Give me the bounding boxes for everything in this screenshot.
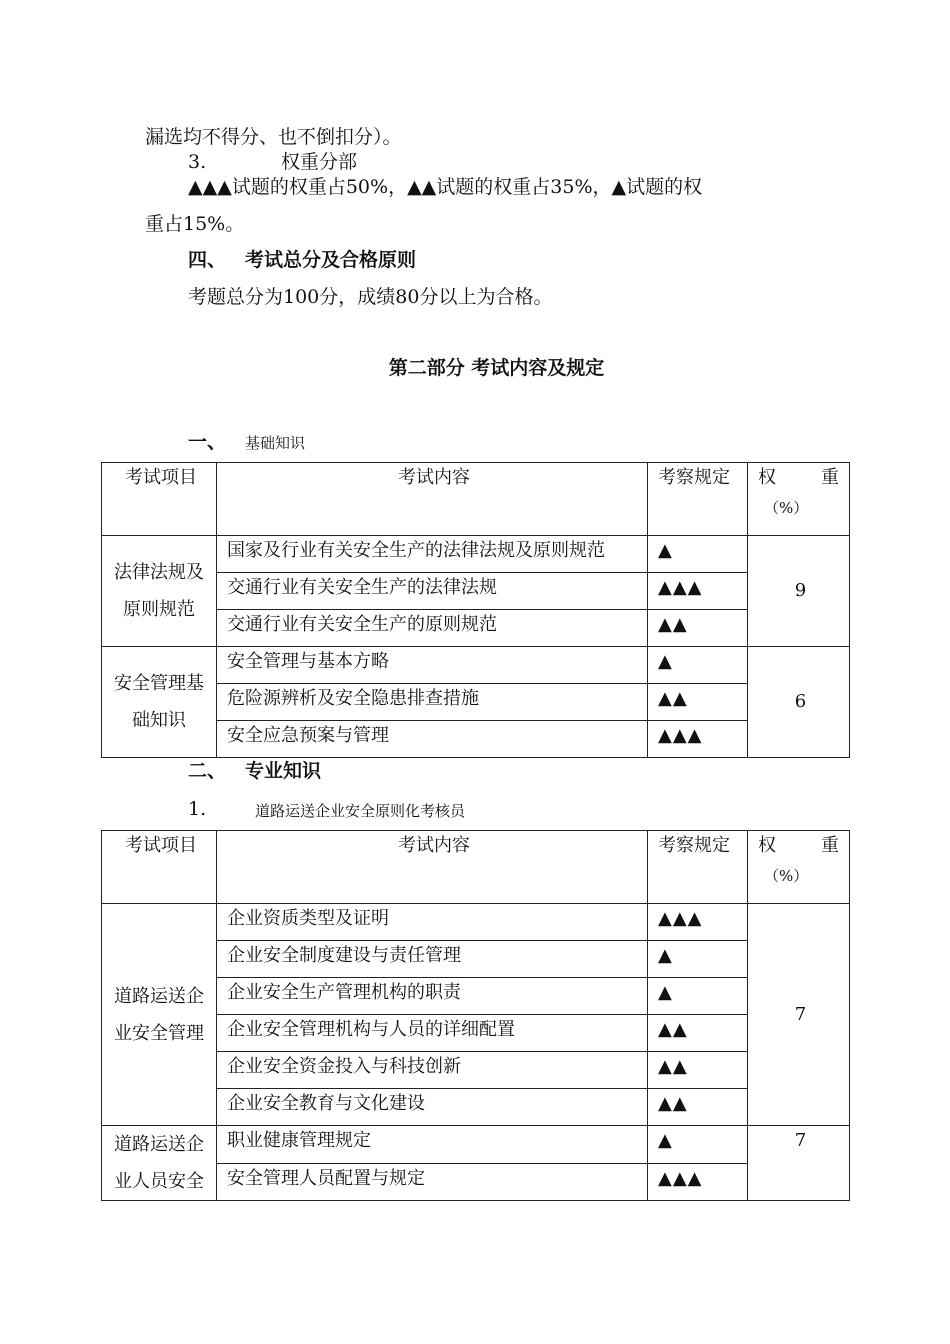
exam-rule-cell: ▲▲▲ bbox=[648, 573, 748, 610]
exam-rule-cell: ▲▲ bbox=[648, 1052, 748, 1089]
exam-rule-cell: ▲ bbox=[648, 978, 748, 1015]
item3-number: 3. bbox=[188, 151, 207, 173]
exam-rule-cell: ▲▲ bbox=[648, 684, 748, 721]
weight-cell: 9 bbox=[748, 536, 850, 647]
header-weight-unit: （%） bbox=[764, 499, 809, 517]
exam-item-cell: 安全管理基础知识 bbox=[102, 647, 217, 758]
header-weight-char-a: 权 bbox=[758, 467, 776, 488]
header-exam-rule: 考察规定 bbox=[648, 831, 748, 904]
part2-title: 第二部分 考试内容及规定 bbox=[388, 357, 605, 379]
exam-rule-cell: ▲▲ bbox=[648, 1089, 748, 1126]
table-row bbox=[102, 904, 850, 941]
header-weight-char-b: 重 bbox=[821, 467, 839, 488]
weight-cell: 6 bbox=[748, 647, 850, 758]
exam-content-cell: 企业安全资金投入与科技创新 bbox=[217, 1052, 648, 1089]
sub1-title: 道路运送企业安全原则化考核员 bbox=[255, 802, 466, 820]
section4-text: 考题总分为100分，成绩80分以上为合格。 bbox=[188, 286, 553, 308]
header-weight bbox=[748, 463, 850, 536]
exam-rule-cell: ▲ bbox=[648, 1126, 748, 1164]
exam-rule-cell: ▲ bbox=[648, 536, 748, 573]
table-row bbox=[102, 647, 850, 684]
table-header-row bbox=[102, 463, 850, 536]
exam-content-cell: 危险源辨析及安全隐患排查措施 bbox=[217, 684, 648, 721]
header-exam-item: 考试项目 bbox=[102, 831, 217, 904]
intro-line: 漏选均不得分、也不倒扣分）。 bbox=[145, 126, 402, 148]
header-exam-item: 考试项目 bbox=[102, 463, 217, 536]
table-header-row bbox=[102, 831, 850, 904]
section2-title: 专业知识 bbox=[245, 760, 322, 782]
exam-content-cell: 安全管理人员配置与规定 bbox=[217, 1163, 648, 1201]
exam-content-cell: 企业资质类型及证明 bbox=[217, 904, 648, 941]
exam-item-cell: 法律法规及原则规范 bbox=[102, 536, 217, 647]
exam-content-cell: 企业安全管理机构与人员的详细配置 bbox=[217, 1015, 648, 1052]
exam-content-cell: 安全管理与基本方略 bbox=[217, 647, 648, 684]
weight-cell: 7 bbox=[748, 904, 850, 1126]
exam-item-cell: 道路运送企业人员安全 bbox=[102, 1126, 217, 1201]
table-row bbox=[102, 536, 850, 573]
header-exam-content: 考试内容 bbox=[217, 463, 648, 536]
exam-content-cell: 企业安全教育与文化建设 bbox=[217, 1089, 648, 1126]
header-exam-rule: 考察规定 bbox=[648, 463, 748, 536]
section1-number: 一、 bbox=[188, 431, 227, 453]
sub1-number: 1. bbox=[188, 798, 207, 820]
exam-content-cell: 国家及行业有关安全生产的法律法规及原则规范 bbox=[217, 536, 648, 573]
header-weight-unit: （%） bbox=[764, 867, 809, 885]
exam-rule-cell: ▲ bbox=[648, 941, 748, 978]
item3-title: 权重分部 bbox=[281, 151, 358, 173]
header-weight-char-a: 权 bbox=[758, 835, 776, 856]
exam-rule-cell: ▲▲▲ bbox=[648, 721, 748, 758]
header-weight-char-b: 重 bbox=[821, 835, 839, 856]
exam-content-cell: 交通行业有关安全生产的法律法规 bbox=[217, 573, 648, 610]
exam-content-cell: 企业安全制度建设与责任管理 bbox=[217, 941, 648, 978]
weight-description-line1: ▲▲▲试题的权重占50%，▲▲试题的权重占35%，▲试题的权 bbox=[188, 176, 703, 198]
exam-rule-cell: ▲▲ bbox=[648, 610, 748, 647]
exam-rule-cell: ▲▲▲ bbox=[648, 1163, 748, 1201]
exam-content-cell: 交通行业有关安全生产的原则规范 bbox=[217, 610, 648, 647]
section2-number: 二、 bbox=[188, 760, 227, 782]
exam-content-cell: 职业健康管理规定 bbox=[217, 1126, 648, 1164]
header-exam-content: 考试内容 bbox=[217, 831, 648, 904]
exam-rule-cell: ▲▲▲ bbox=[648, 904, 748, 941]
exam-rule-cell: ▲▲ bbox=[648, 1015, 748, 1052]
weight-cell: 7 bbox=[748, 1126, 850, 1201]
table-row bbox=[102, 1126, 850, 1164]
exam-content-cell: 企业安全生产管理机构的职责 bbox=[217, 978, 648, 1015]
section4-number: 四、 bbox=[188, 249, 227, 271]
weight-description-line2: 重占15%。 bbox=[145, 213, 245, 235]
section1-title: 基础知识 bbox=[245, 434, 306, 452]
header-weight bbox=[748, 831, 850, 904]
exam-rule-cell: ▲ bbox=[648, 647, 748, 684]
exam-item-cell: 道路运送企业安全管理 bbox=[102, 904, 217, 1126]
exam-content-cell: 安全应急预案与管理 bbox=[217, 721, 648, 758]
basic-knowledge-table bbox=[101, 462, 850, 758]
professional-knowledge-table bbox=[101, 830, 850, 1201]
section4-title: 考试总分及合格原则 bbox=[245, 249, 417, 271]
